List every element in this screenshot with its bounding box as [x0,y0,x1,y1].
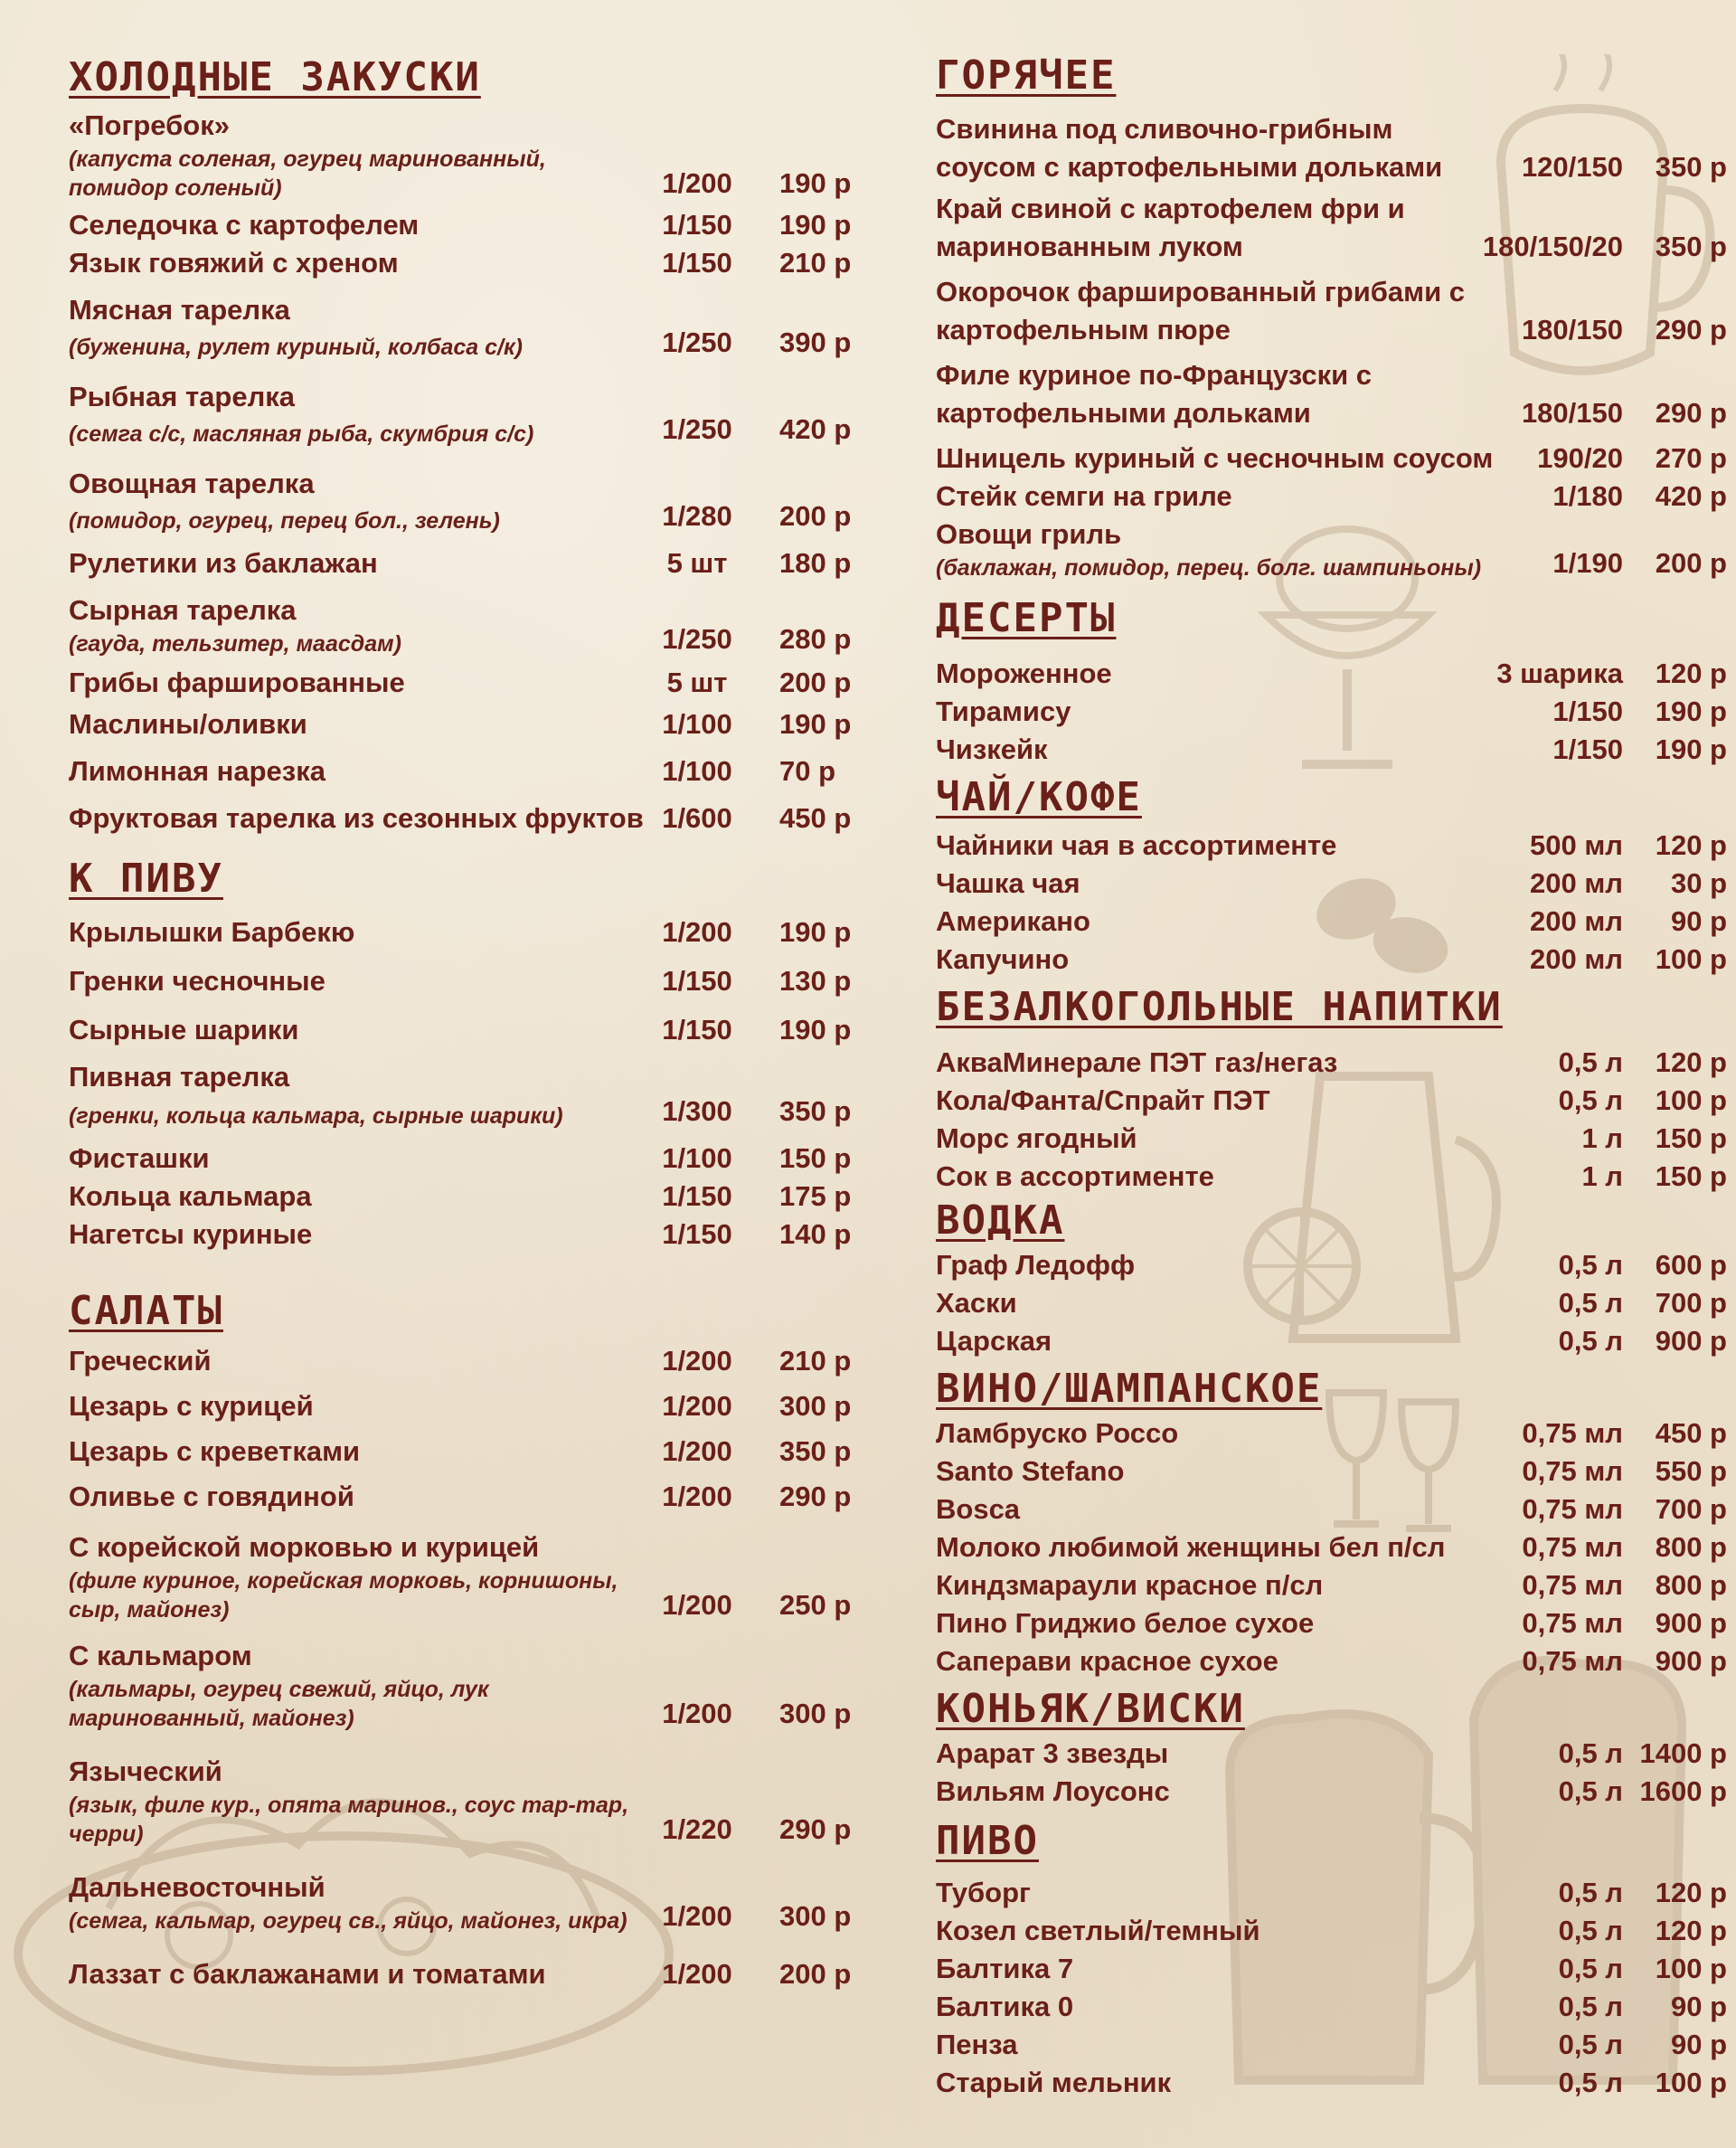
item-description: (семга, кальмар, огурец св., яйцо, майонез, икра) [69,1908,627,1934]
menu-item [936,903,1727,941]
item-name: Тирамису [936,695,1071,727]
menu-item [936,731,1727,769]
item-price: 90 р [1670,1991,1727,2022]
item-name: Киндзмараули красное п/сл [936,1569,1324,1601]
item-name: Мороженное [936,658,1112,689]
menu-item [69,107,852,203]
item-portion: 0,75 мл [1522,1417,1623,1449]
menu-item [69,378,852,449]
section-title-tea-coffee: ЧАЙ/КОФЕ [936,774,1142,820]
item-portion: 0,75 мл [1522,1645,1623,1677]
item-name: Филе куриное по-Французски с картофельными дольками [936,359,1373,429]
item-portion: 0,75 мл [1522,1455,1623,1487]
item-portion: 1/200 [662,1481,732,1512]
item-name: АкваМинерале ПЭТ газ/негаз [936,1046,1338,1078]
item-portion: 1/100 [662,1142,732,1174]
section-title-salads: САЛАТЫ [69,1288,223,1334]
item-name: Сырные шарики [69,1014,299,1046]
menu-item [69,1216,852,1254]
item-price: 150 р [779,1142,852,1174]
item-name: Американо [936,905,1090,937]
menu-item [936,1284,1727,1322]
item-price: 140 р [779,1218,852,1250]
menu-item [936,693,1727,731]
item-name: Грибы фаршированные [69,667,405,698]
menu-item [936,1322,1727,1360]
item-price: 120 р [1655,1046,1727,1078]
menu-item [936,1912,1727,1950]
menu-item [69,752,846,790]
item-price: 175 р [779,1180,852,1212]
item-portion: 1 л [1581,1122,1623,1154]
item-price: 420 р [1655,480,1727,512]
item-portion: 1/150 [662,247,732,279]
item-name: Сырная тарелка [69,594,297,626]
item-portion: 200 мл [1530,867,1623,899]
menu-item [936,478,1727,516]
item-description: (кальмары, огурец свежий, яйцо, лук маринованный, майонез) [69,1677,489,1731]
item-price: 450 р [1655,1417,1727,1449]
item-portion: 1/100 [662,755,732,787]
item-name: Нагетсы куриные [69,1218,313,1250]
item-portion: 200 мл [1530,943,1623,975]
item-name: Лимонная нарезка [69,755,326,787]
item-name: Стейк семги на гриле [936,480,1232,512]
item-portion: 1/150 [1552,733,1623,765]
item-price: 270 р [1655,442,1727,474]
item-price: 120 р [1655,1877,1727,1908]
section-title-cognac-whisky: КОНЬЯК/ВИСКИ [936,1686,1245,1732]
item-portion: 1/200 [662,167,732,199]
menu-item [69,1140,852,1178]
menu-item [69,1637,852,1733]
item-portion: 190/20 [1537,442,1623,474]
item-name: Кольца кальмара [69,1180,312,1212]
section-title-hot-dishes: ГОРЯЧЕЕ [936,52,1117,99]
item-price: 450 р [779,802,852,834]
item-portion: 1 л [1581,1160,1623,1192]
menu-item [936,356,1727,432]
item-portion: 0,5 л [1558,1325,1623,1357]
item-portion: 0,5 л [1558,2029,1623,2060]
item-portion: 0,5 л [1558,1737,1623,1769]
item-price: 190 р [779,1014,852,1046]
item-portion: 0,75 мл [1522,1493,1623,1525]
item-name: Царская [936,1325,1052,1357]
item-name: Чайники чая в ассортименте [936,829,1337,861]
item-name: Селедочка с картофелем [69,209,420,241]
item-name: Гренки чесночные [69,965,326,997]
item-price: 200 р [779,1958,852,1990]
item-description: (капуста соленая, огурец маринованный, помидор соленый) [69,147,546,201]
item-portion: 0,5 л [1558,1877,1623,1908]
item-name: Овощи гриль [936,518,1122,550]
item-name: Рулетики из баклажан [69,547,378,579]
item-portion: 1/150 [662,1014,732,1046]
item-price: 120 р [1655,1915,1727,1946]
item-description: (филе куриное, корейская морковь, корнишоны, сыр, майонез) [69,1568,618,1623]
item-price: 390 р [779,326,852,358]
item-description: (гренки, кольца кальмара, сырные шарики) [69,1103,563,1129]
item-price: 300 р [779,1390,852,1422]
item-portion: 3 шарика [1496,658,1623,689]
item-name: Балтика 0 [936,1991,1074,2022]
item-name: Оливье с говядиной [69,1481,354,1512]
item-name: С корейской морковью и курицей [69,1531,540,1563]
section-title-vodka: ВОДКА [936,1197,1065,1244]
item-portion: 1/150 [662,1218,732,1250]
item-price: 70 р [779,755,836,787]
menu-item [69,591,852,658]
item-price: 90 р [1670,905,1727,937]
item-price: 900 р [1655,1645,1727,1677]
item-portion: 1/150 [1552,695,1623,727]
item-price: 350 р [1655,231,1727,262]
item-name: Сок в ассортименте [936,1160,1214,1192]
item-name: Чашка чая [936,867,1080,899]
item-portion: 0,75 мл [1522,1569,1623,1601]
item-price: 290 р [1655,397,1727,429]
item-name: Маслины/оливки [69,708,307,740]
item-portion: 1/280 [662,500,732,532]
menu-item [936,1773,1727,1811]
menu-item [936,941,1727,979]
menu-item [936,1453,1727,1490]
item-name: Пино Гриджио белое сухое [936,1607,1315,1639]
item-price: 350 р [779,1095,852,1127]
menu-item [936,1082,1727,1120]
menu-item [936,1566,1727,1604]
item-portion: 1/150 [662,209,732,241]
menu-item [936,516,1727,582]
item-portion: 0,5 л [1558,1249,1623,1281]
item-price: 190 р [779,916,852,948]
item-name: Язык говяжий с хреном [69,247,399,279]
menu-item [69,1058,852,1131]
item-portion: 0,5 л [1558,2067,1623,2098]
menu-item [69,1869,852,1935]
item-portion: 1/250 [662,413,732,445]
item-name: Bosca [936,1493,1021,1525]
section-title-wine: ВИНО/ШАМПАНСКОЕ [936,1366,1323,1412]
item-portion: 0,5 л [1558,1953,1623,1984]
item-portion: 1/200 [662,1958,732,1990]
item-price: 150 р [1655,1122,1727,1154]
item-portion: 180/150 [1521,397,1623,429]
item-name: Хаски [936,1287,1017,1319]
item-name: Цезарь с креветками [69,1435,361,1467]
item-price: 190 р [1655,733,1727,765]
item-name: Капучино [936,943,1070,975]
menu-item [69,1178,852,1216]
section-title-desserts: ДЕСЕРТЫ [936,595,1117,641]
item-name: Арарат 3 звезды [936,1737,1169,1769]
item-name: Окорочок фаршированный грибами с картофельным пюре [936,276,1466,345]
menu-item [69,206,852,244]
item-price: 300 р [779,1698,852,1729]
item-portion: 1/250 [662,623,732,655]
item-portion: 1/150 [662,965,732,997]
item-name: Фруктовая тарелка из сезонных фруктов [69,802,644,834]
item-name: Ламбруско Россо [936,1417,1179,1449]
menu-item [69,1011,852,1049]
section-title-soft-drinks: БЕЗАЛКОГОЛЬНЫЕ НАПИТКИ [936,984,1503,1030]
menu-item [69,664,852,702]
right-column [936,52,1727,2102]
item-portion: 5 шт [666,667,728,698]
item-description: (гауда, тельзитер, маасдам) [69,631,401,657]
item-name: «Погребок» [69,109,230,141]
item-price: 30 р [1670,867,1727,899]
item-price: 210 р [779,1345,852,1377]
menu-item [936,1874,1727,1912]
menu-item [69,1387,852,1425]
left-column [69,52,852,1993]
item-portion: 1/200 [662,1435,732,1467]
section-title-beer-snacks: К ПИВУ [69,856,223,902]
item-price: 200 р [779,500,852,532]
menu-item [69,962,852,1000]
menu-item [936,440,1727,478]
item-name: Старый мельник [936,2067,1172,2098]
item-name: Дальневосточный [69,1871,326,1903]
item-description: (семга с/с, масляная рыба, скумбрия с/с) [69,421,534,447]
item-price: 800 р [1655,1569,1727,1601]
item-description: (помидор, огурец, перец бол., зелень) [69,508,500,534]
item-price: 190 р [1655,695,1727,727]
item-name: Балтика 7 [936,1953,1074,1984]
item-portion: 500 мл [1530,829,1623,861]
menu-item [936,273,1727,349]
item-price: 200 р [1655,547,1727,579]
item-name: Молоко любимой женщины бел п/сл [936,1531,1446,1563]
item-portion: 1/300 [662,1095,732,1127]
item-portion: 5 шт [666,547,728,579]
item-price: 290 р [1655,314,1727,345]
item-name: Козел светлый/темный [936,1915,1260,1946]
menu-item [936,1120,1727,1158]
menu-item [69,544,852,582]
item-price: 150 р [1655,1160,1727,1192]
menu-item [936,1950,1727,1988]
item-price: 100 р [1655,1084,1727,1116]
item-name: Языческий [69,1755,222,1787]
menu-item [936,1044,1727,1082]
item-name: Морс ягодный [936,1122,1137,1154]
item-price: 100 р [1655,1953,1727,1984]
item-name: Край свиной с картофелем фри и маринованным луком [936,193,1405,262]
item-portion: 0,75 мл [1522,1607,1623,1639]
item-portion: 1/600 [662,802,732,834]
item-price: 350 р [1655,151,1727,183]
item-price: 190 р [779,167,852,199]
item-portion: 1/150 [662,1180,732,1212]
item-name: Фисташки [69,1142,210,1174]
menu-item [936,1735,1727,1773]
item-portion: 1/220 [662,1813,732,1845]
menu-item [936,1158,1727,1196]
menu-item [69,244,852,282]
item-portion: 1/250 [662,326,732,358]
menu-item [69,913,852,951]
item-price: 800 р [1655,1531,1727,1563]
item-price: 90 р [1670,2029,1727,2060]
item-price: 300 р [779,1900,852,1932]
item-name: Пивная тарелка [69,1061,290,1093]
item-portion: 1/200 [662,1589,732,1621]
menu-item [69,1528,852,1624]
menu-item [936,1604,1727,1642]
menu-item [936,1528,1727,1566]
item-portion: 1/200 [662,916,732,948]
item-price: 100 р [1655,2067,1727,2098]
item-name: Туборг [936,1877,1031,1908]
item-price: 350 р [779,1435,852,1467]
menu-item [936,827,1727,865]
item-price: 550 р [1655,1455,1727,1487]
menu-item [69,1753,852,1849]
item-price: 700 р [1655,1287,1727,1319]
menu-item [69,705,852,743]
item-name: Лаззат с баклажанами и томатами [69,1958,546,1990]
item-price: 900 р [1655,1325,1727,1357]
item-portion: 0,5 л [1558,1046,1623,1078]
item-price: 1600 р [1639,1775,1727,1807]
item-price: 120 р [1655,658,1727,689]
item-name: Овощная тарелка [69,468,315,499]
item-price: 190 р [779,708,852,740]
item-name: Мясная тарелка [69,294,290,326]
menu-item [936,865,1727,903]
section-title-cold-starters: ХОЛОДНЫЕ ЗАКУСКИ [69,54,481,100]
item-portion: 0,5 л [1558,1287,1623,1319]
item-price: 420 р [779,413,852,445]
item-description: (баклажан, помидор, перец. болг. шампиньоны) [936,555,1482,581]
menu-item [936,2064,1727,2102]
item-price: 290 р [779,1813,852,1845]
menu-item [69,1433,852,1471]
item-name: Santo Stefano [936,1455,1125,1487]
menu-item [69,465,852,535]
item-name: Саперави красное сухое [936,1645,1278,1677]
item-portion: 0,5 л [1558,1775,1623,1807]
item-price: 250 р [779,1589,852,1621]
item-price: 280 р [779,623,852,655]
item-description: (язык, филе кур., опята маринов., соус тар-тар, черри) [69,1793,629,1847]
menu-item [936,655,1727,693]
item-price: 180 р [779,547,852,579]
item-name: Чизкейк [936,733,1048,765]
item-portion: 0,5 л [1558,1084,1623,1116]
item-portion: 1/200 [662,1900,732,1932]
item-portion: 1/180 [1552,480,1623,512]
menu-item [69,1955,852,1993]
item-portion: 180/150 [1521,314,1623,345]
item-portion: 1/200 [662,1698,732,1729]
item-description: (буженина, рулет куриный, колбаса с/к) [69,335,523,360]
item-name: Греческий [69,1345,212,1377]
menu-item [936,190,1727,266]
item-name: Кола/Фанта/Спрайт ПЭТ [936,1084,1270,1116]
item-price: 1400 р [1639,1737,1727,1769]
menu-item [69,291,852,362]
item-price: 200 р [779,667,852,698]
item-name: Шницель куриный с чесночным соусом [936,442,1494,474]
item-price: 100 р [1655,943,1727,975]
menu-item [936,2026,1727,2064]
menu-item [69,800,852,837]
item-name: Вильям Лоусонс [936,1775,1170,1807]
item-portion: 0,75 мл [1522,1531,1623,1563]
item-portion: 200 мл [1530,905,1623,937]
menu-item [936,1415,1727,1453]
item-name: С кальмаром [69,1640,252,1671]
item-portion: 1/200 [662,1345,732,1377]
item-price: 130 р [779,965,852,997]
item-name: Свинина под сливочно-грибным соусом с картофельными дольками [936,113,1443,183]
item-portion: 180/150/20 [1482,231,1623,262]
item-name: Крылышки Барбекю [69,916,355,948]
section-title-beer: ПИВО [936,1818,1039,1864]
menu-item [936,1246,1727,1284]
item-price: 900 р [1655,1607,1727,1639]
item-price: 600 р [1655,1249,1727,1281]
menu-item [69,1342,852,1380]
menu-item [936,110,1727,186]
item-price: 210 р [779,247,852,279]
item-portion: 1/200 [662,1390,732,1422]
menu-item [936,1642,1727,1680]
menu-item [69,1478,852,1516]
item-price: 290 р [779,1481,852,1512]
item-portion: 1/100 [662,708,732,740]
item-portion: 1/190 [1552,547,1623,579]
item-price: 700 р [1655,1493,1727,1525]
menu-item [936,1490,1727,1528]
item-price: 120 р [1655,829,1727,861]
item-name: Граф Ледофф [936,1249,1136,1281]
item-portion: 0,5 л [1558,1915,1623,1946]
item-portion: 0,5 л [1558,1991,1623,2022]
item-price: 190 р [779,209,852,241]
menu-item [936,1988,1727,2026]
item-portion: 120/150 [1521,151,1623,183]
item-name: Рыбная тарелка [69,381,296,412]
item-name: Цезарь с курицей [69,1390,314,1422]
item-name: Пенза [936,2029,1018,2060]
